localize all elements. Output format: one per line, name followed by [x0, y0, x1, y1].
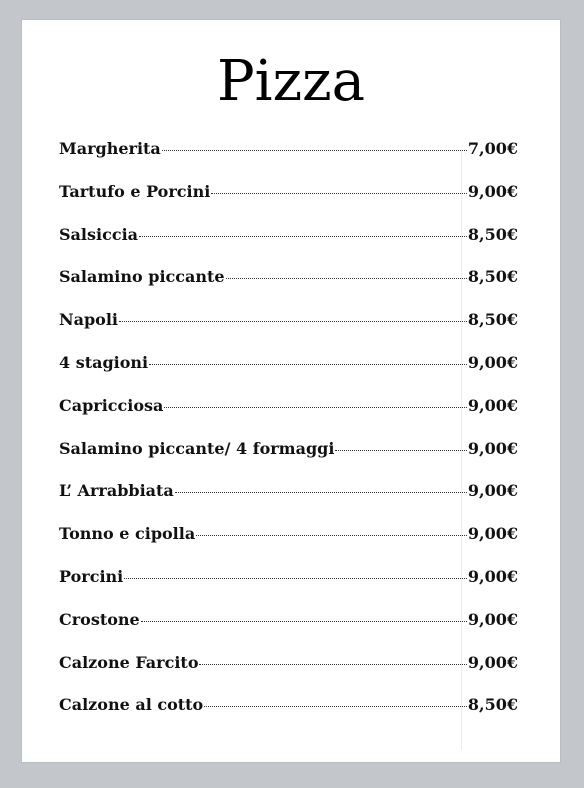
- menu-item: [59, 439, 518, 482]
- item-name: L’ Arrabbiata: [59, 481, 174, 501]
- item-name: Crostone: [59, 609, 140, 629]
- menu-item: [59, 567, 518, 610]
- item-name: Capricciosa: [59, 395, 164, 415]
- item-price: 9,00€: [467, 352, 518, 372]
- menu-item: [59, 225, 518, 268]
- menu-item: [59, 481, 518, 524]
- menu-item: [59, 695, 518, 738]
- dot-leader: [139, 236, 467, 237]
- dot-leader: [199, 664, 466, 665]
- dot-leader: [226, 278, 467, 279]
- dot-leader: [335, 450, 466, 451]
- dot-leader: [211, 193, 467, 194]
- dot-leader: [196, 535, 467, 536]
- dot-leader: [204, 706, 467, 707]
- dot-leader: [124, 578, 467, 579]
- menu-item: [59, 139, 518, 182]
- dot-leader: [175, 492, 467, 493]
- item-name: Tonno e cipolla: [59, 524, 196, 544]
- menu-item: [59, 267, 518, 310]
- menu-item: [59, 353, 518, 396]
- item-name: Porcini: [59, 566, 124, 586]
- dot-leader: [149, 364, 467, 365]
- item-price: 9,00€: [467, 181, 518, 201]
- menu-page: [22, 20, 560, 762]
- item-price: 9,00€: [467, 481, 518, 501]
- item-name: Salamino piccante/ 4 formaggi: [59, 438, 335, 458]
- item-name: Tartufo e Porcini: [59, 181, 211, 201]
- item-price: 8,50€: [467, 267, 518, 287]
- menu-list: [59, 139, 518, 738]
- item-price: 9,00€: [467, 566, 518, 586]
- item-price: 9,00€: [467, 609, 518, 629]
- item-name: 4 stagioni: [59, 352, 149, 372]
- item-name: Napoli: [59, 310, 119, 330]
- menu-item: [59, 182, 518, 225]
- dot-leader: [162, 150, 467, 151]
- item-price: 8,50€: [467, 310, 518, 330]
- menu-item: [59, 653, 518, 696]
- item-price: 7,00€: [467, 139, 518, 158]
- menu-item: [59, 396, 518, 439]
- item-name: Salamino piccante: [59, 267, 225, 287]
- item-price: 8,50€: [467, 224, 518, 244]
- menu-item: [59, 524, 518, 567]
- item-price: 8,50€: [467, 695, 518, 715]
- dot-leader: [164, 407, 466, 408]
- item-name: Salsiccia: [59, 224, 139, 244]
- item-name: Calzone Farcito: [59, 652, 199, 672]
- dot-leader: [119, 321, 467, 322]
- item-price: 9,00€: [467, 524, 518, 544]
- item-name: Margherita: [59, 139, 161, 158]
- page-title: Pizza: [217, 49, 365, 114]
- item-price: 9,00€: [467, 395, 518, 415]
- item-price: 9,00€: [467, 438, 518, 458]
- menu-item: [59, 310, 518, 353]
- dot-leader: [141, 621, 467, 622]
- menu-item: [59, 610, 518, 653]
- item-name: Calzone al cotto: [59, 695, 204, 715]
- item-price: 9,00€: [467, 652, 518, 672]
